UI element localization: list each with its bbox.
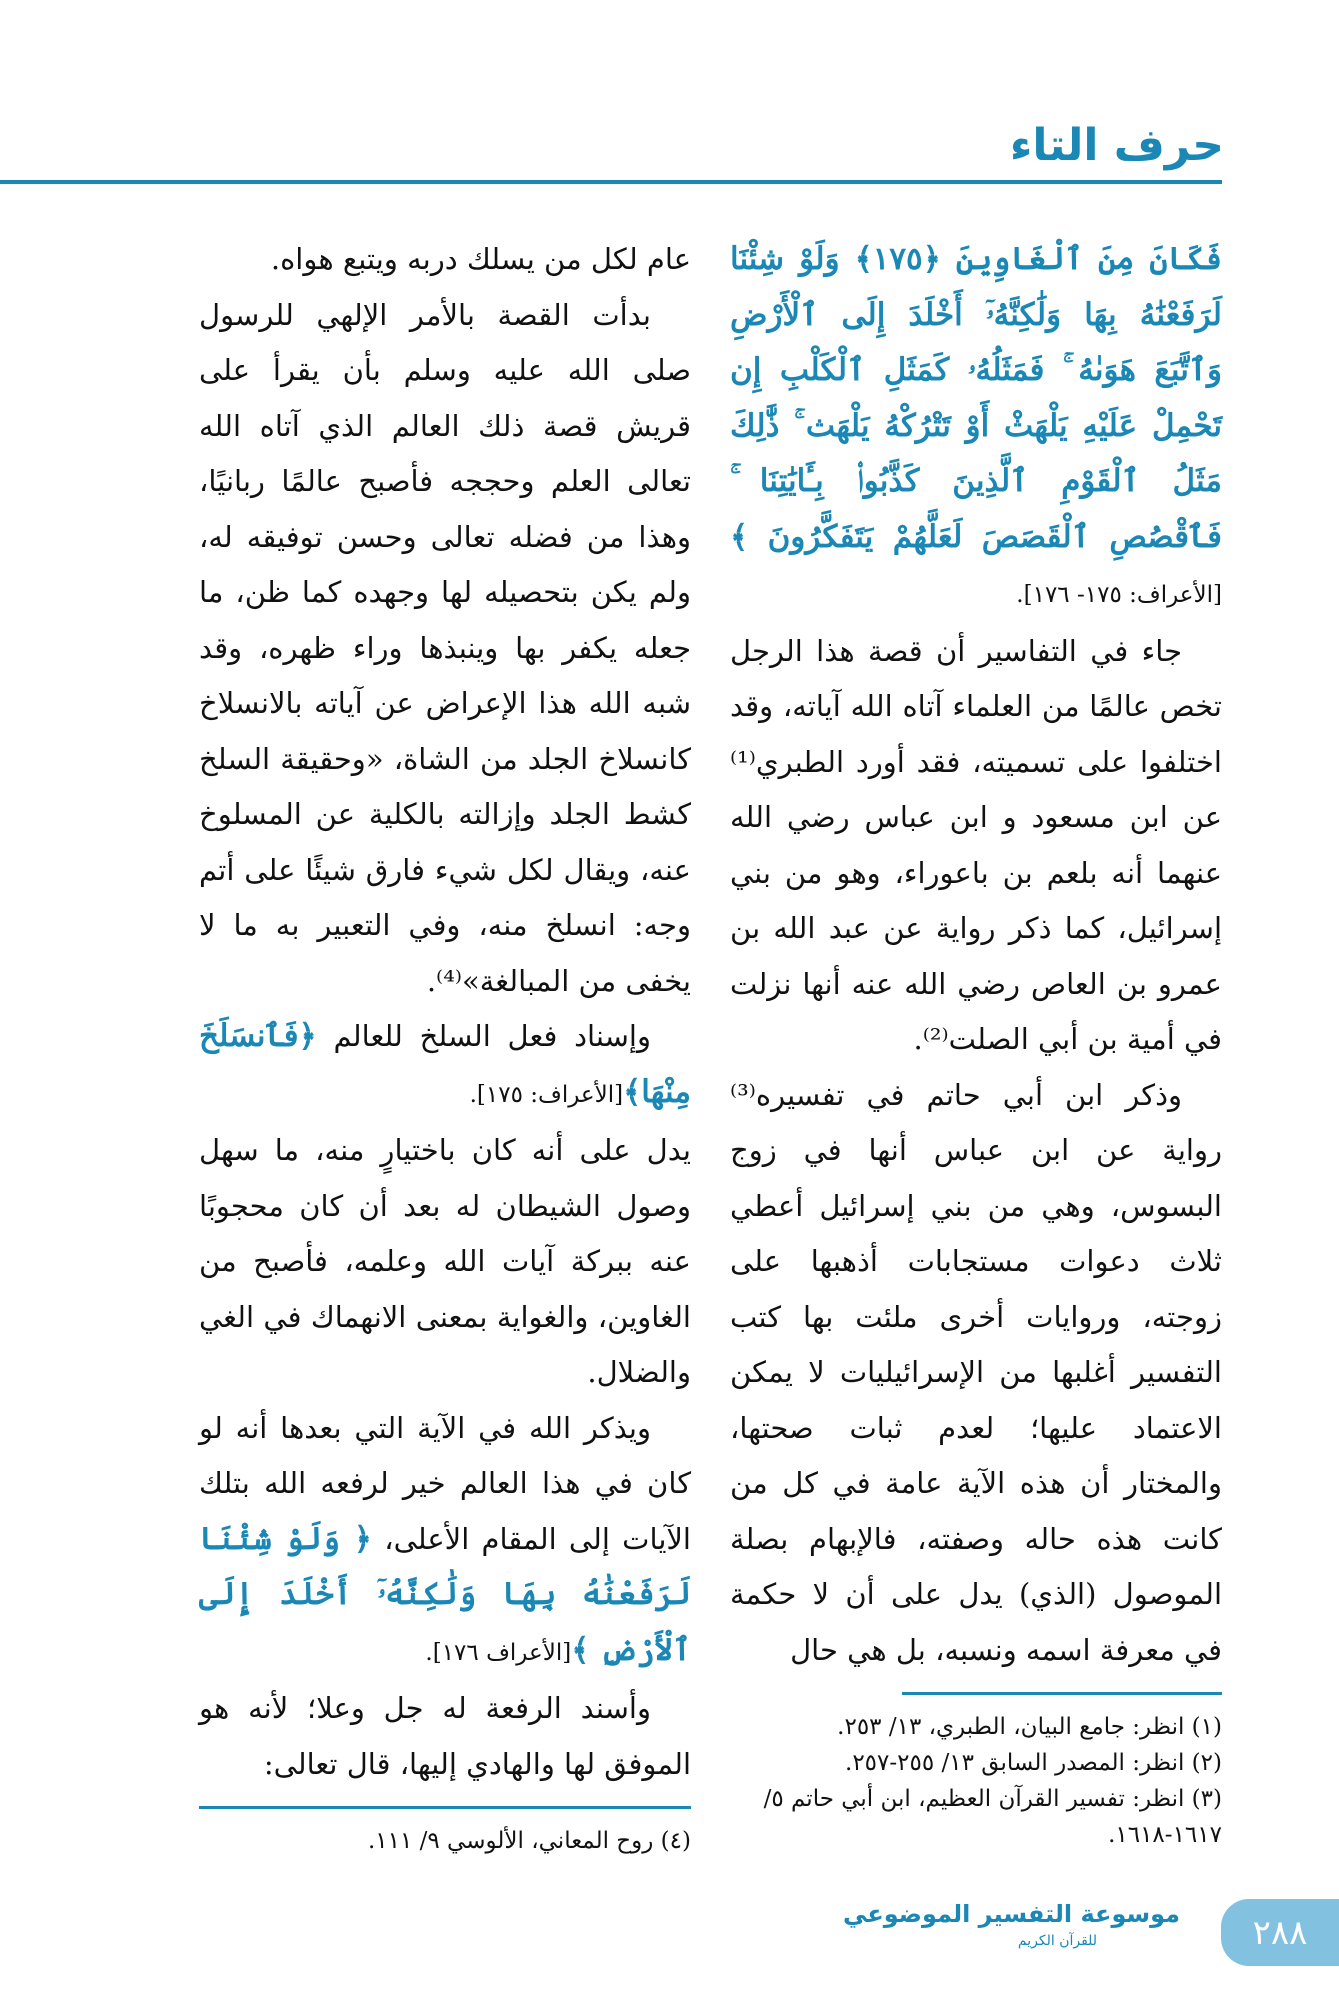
paragraph-text: ويذكر الله في الآية التي بعدها أنه لو كان في هذا العالم خير لرفعه الله بتلك الآيات إلى المقام الأعلى،: [199, 1410, 691, 1556]
paragraph: بدأت القصة بالأمر الإلهي للرسول صلى الله عليه وسلم بأن يقرأ على قريش قصة ذلك العالم الذي آتاه الله تعالى العلم وحججه فأصبح عالمًا ربانيًا، وهذا من فضله تعالى وحسن توفيقه له، ولم يكن بتحصيله لها وجهده كما ظن، ما جعله يكفر بها وينبذها وراء ظهره، وقد شبه الله هذا الإعراض عن آياته بالانسلاخ كانسلاخ الجلد من الشاة، «وحقيقة السلخ كشط الجلد وإزالته بالكلية عن المسلوخ عنه، ويقال لكل شيء فارق شيئًا على أتم وجه: انسلخ منه، وفي التعبير به ما لا يخفى من المبالغة»⁽⁴⁾.: [199, 297, 691, 998]
right-column: [730, 232, 1222, 1853]
paragraph-text: وإسناد فعل السلخ للعالم: [333, 1019, 651, 1053]
page-body: [199, 0, 1222, 1859]
paragraph: يدل على أنه كان باختيارٍ منه، ما سهل وصول الشيطان له بعد أن كان محجوبًا عنه ببركة آيات الله وعلمه، فأصبح من الغاوين، والغواية بمعنى الانهماك في الغي والضلال.: [199, 1133, 691, 1389]
page-number: ٢٨٨: [1252, 1912, 1308, 1953]
paragraph: وأسند الرفعة له جل وعلا؛ لأنه هو الموفق لها والهادي إليها، قال تعالى:: [199, 1691, 691, 1781]
verse-reference: [الأعراف: ١٧٥- ١٧٦].: [1016, 582, 1222, 608]
footnote: (١) انظر: جامع البيان، الطبري، ١٣/ ٢٥٣.: [837, 1714, 1222, 1740]
footnote: (٢) انظر: المصدر السابق ١٣/ ٢٥٥-٢٥٧.: [845, 1750, 1222, 1776]
paragraph: وذكر ابن أبي حاتم في تفسيره⁽³⁾ رواية عن ابن عباس أنها في زوج البسوس، وهي من بني إسرائيل أعطي ثلاث دعوات مستجابات أذهبها على زوجته، وروايات أخرى ملئت بها كتب التفسير أغلبها من الإسرائيليات لا يمكن الاعتماد عليها؛ لعدم ثبات صحتها، والمختار أن هذه الآية عامة في كل من كانت هذه حاله وصفته، فالإبهام بصلة الموصول (الذي) يدل على أن لا حكمة في معرفة اسمه ونسبه، بل هي حال: [730, 1077, 1222, 1667]
quran-verse-block: [730, 232, 1222, 624]
footnote-divider: [902, 1692, 1222, 1695]
footnote: (٤) روح المعاني، الألوسي ٩/ ١١١.: [367, 1828, 691, 1854]
footnote: (٣) انظر: تفسير القرآن العظيم، ابن أبي حاتم ٥/ ١٦١٧-١٦١٨.: [763, 1786, 1222, 1848]
page-footer: [0, 1889, 1339, 1999]
paragraph: جاء في التفاسير أن قصة هذا الرجل تخص عالمًا من العلماء آتاه الله آياته، وقد اختلفوا على تسميته، فقد أورد الطبري⁽¹⁾ عن ابن مسعود و ابن عباس رضي الله عنهما أنه بلعم بن باعوراء، وهو من بني إسرائيل، كما ذكر رواية عن عبد الله بن عمرو بن العاص رضي الله عنه أنها نزلت في أمية بن أبي الصلت⁽²⁾.: [730, 633, 1222, 1056]
paragraph: [199, 1009, 691, 1123]
quran-verse: ﴿ وَلَوْ شِئْنَا لَرَفَعْنَٰهُ بِهَا وَلَٰكِنَّهُۥٓ أَخْلَدَ إِلَى ٱلْأَرْضِ ﴾: [199, 1520, 691, 1668]
logo-subtitle: للقرآن الكريم: [1017, 1933, 1098, 1949]
logo-title: موسوعة التفسير الموضوعي: [843, 1900, 1180, 1928]
footnote-divider: [199, 1806, 691, 1809]
verse-reference: [الأعراف ١٧٦].: [425, 1639, 572, 1666]
paragraph: [199, 1401, 691, 1682]
encyclopedia-logo: [843, 1897, 1180, 1951]
footnotes-left: [199, 1823, 691, 1859]
left-column: [199, 232, 691, 1859]
paragraph: عام لكل من يسلك دربه ويتبع هواه.: [270, 242, 691, 276]
quran-verse: فَكَانَ مِنَ ٱلْغَاوِينَ ﴿١٧٥﴾ وَلَوْ شِئْنَا لَرَفَعْنَٰهُ بِهَا وَلَٰكِنَّهُۥٓ أَخْلَدَ إِلَى ٱلْأَرْضِ وَٱتَّبَعَ هَوَىٰهُ ۚ فَمَثَلُهُۥ كَمَثَلِ ٱلْكَلْبِ إِن تَحْمِلْ عَلَيْهِ يَلْهَثْ أَوْ تَتْرُكْهُ يَلْهَث ۚ ذَّٰلِكَ مَثَلُ ٱلْقَوْمِ ٱلَّذِينَ كَذَّبُوا۟ بِـَٔايَٰتِنَا ۚ فَٱقْصُصِ ٱلْقَصَصَ لَعَلَّهُمْ يَتَفَكَّرُونَ ﴾: [730, 241, 1222, 555]
chapter-title: حرف التاء: [1009, 120, 1224, 171]
verse-reference: [الأعراف: ١٧٥].: [469, 1081, 624, 1108]
footnotes-right: [730, 1709, 1222, 1853]
quran-verse: ﴿فَٱنسَلَخَ مِنْهَا﴾: [199, 1018, 691, 1110]
page-number-badge: [1221, 1899, 1339, 1966]
